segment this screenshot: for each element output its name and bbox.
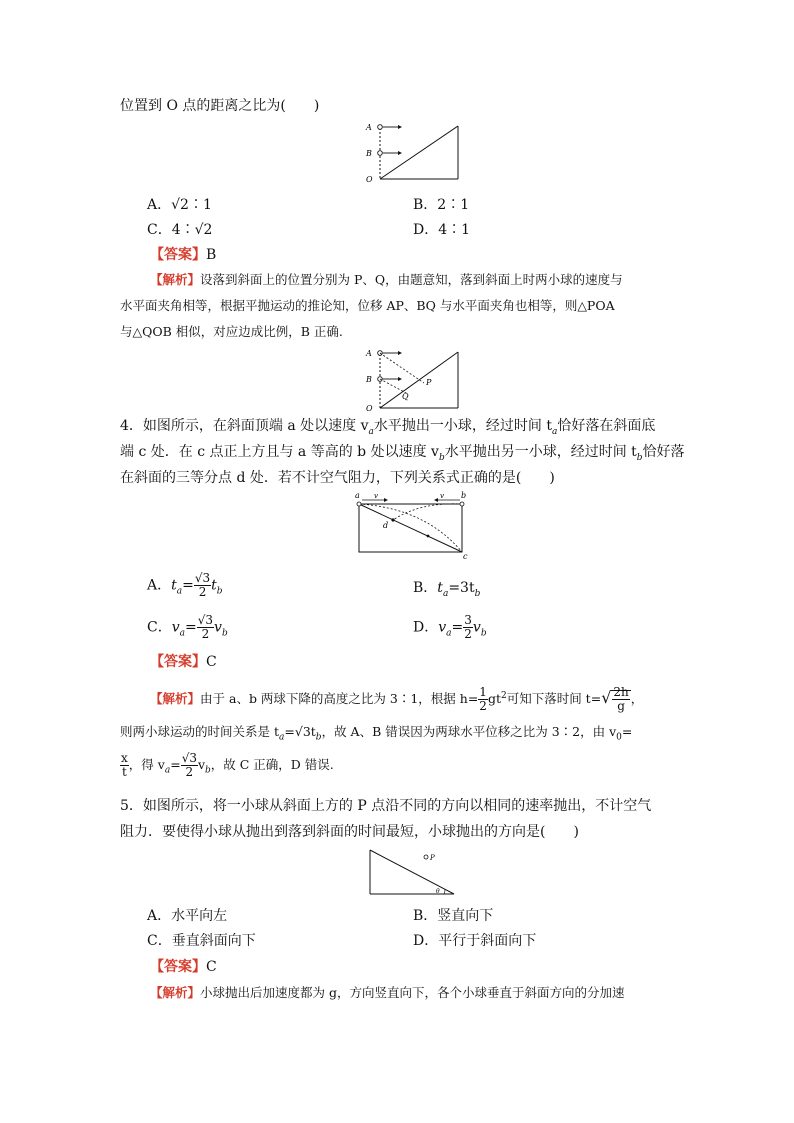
q3-figure xyxy=(360,118,470,184)
q3-analysis-line-1: 【解析】设落到斜面上的位置分别为 P、Q，由题意知，落到斜面上时两小球的速度与 xyxy=(150,272,623,287)
q3-sol-label-q: Q xyxy=(402,392,409,401)
analysis-tag: 【解析】 xyxy=(150,691,201,707)
q5-analysis-line-1: 【解析】小球抛出后加速度都为 g，方向竖直向下，各个小球垂直于斜面方向的分加速 xyxy=(150,985,625,1000)
q4-stem-line-2: 端 c 处．在 c 点正上方且与 a 等高的 b 处以速度 $v_b$水平抛出另一小球，经过时间 $t_b$恰好落 xyxy=(120,444,685,463)
q3-analysis-line-3: 与△QOB 相似，对应边成比例，B 正确. xyxy=(120,324,343,339)
q3-solution-figure xyxy=(360,342,470,414)
q3-fig-label-a: A xyxy=(366,123,372,132)
q4-fig-label-b: b xyxy=(461,491,467,500)
q4-option-a[interactable]: A．$t_a=$ $\frac{√3}{2}$ $t_b$ xyxy=(147,571,223,599)
q5-fig-label-p: P xyxy=(430,854,435,862)
q4-stem-line-1: 4．如图所示，在斜面顶端 a 处以速度 $v_a$水平抛出一小球，经过时间 $t_a$恰好落在斜面底 xyxy=(120,418,656,437)
q4-option-d[interactable]: D．$v_a=$ $\frac{3}{2}$ $v_b$ xyxy=(413,613,487,641)
analysis-tag: 【解析】 xyxy=(150,985,201,1000)
q3-sol-label-b: B xyxy=(366,375,372,384)
q4-fig-label-d: d xyxy=(383,521,389,530)
q3-fig-label-o: O xyxy=(366,175,373,184)
q4-fig-label-va: v xyxy=(374,492,378,500)
q4-analysis-line-1: 【解析】由于 a、b 两球下降的高度之比为 3∶1，根据 h= $\frac{1}{2}$ $gt^2$可知下落时间 t=√ $\frac{2h}{g}$ ， xyxy=(150,685,644,714)
answer-tag: 【答案】 xyxy=(150,654,206,670)
q4-fig-label-vb: v xyxy=(440,492,444,500)
q3-fig-label-b: B xyxy=(366,149,372,158)
q4-fig-label-a: a xyxy=(355,491,360,500)
q4-analysis-line-2: 则两小球运动的时间关系是 $t_a=√3t_b$，故 A、B 错误因为两球水平位移之比为 3∶2，由 $v_0=$ xyxy=(120,724,633,743)
q3-option-c[interactable]: C．4∶√2 xyxy=(147,222,213,238)
q3-analysis-line-2: 水平面夹角相等，根据平抛运动的推论知，位移 AP、BQ 与水平面夹角也相等，则△POA xyxy=(120,298,615,313)
q3-option-d[interactable]: D．4∶1 xyxy=(413,222,471,238)
q4-option-b[interactable]: B．$t_a=3t_b$ xyxy=(413,580,481,599)
q5-figure xyxy=(366,846,460,898)
q4-answer: 【答案】C xyxy=(150,654,217,670)
q4-fig-label-c: c xyxy=(463,552,468,560)
analysis-tag: 【解析】 xyxy=(150,272,201,287)
q5-option-d[interactable]: D．平行于斜面向下 xyxy=(413,933,537,949)
q3-answer: 【答案】B xyxy=(150,247,217,263)
q3-option-a[interactable]: A．√2∶1 xyxy=(147,197,212,213)
answer-tag: 【答案】 xyxy=(150,247,206,263)
q3-sol-label-o: O xyxy=(366,404,373,413)
q4-analysis-line-3: $\frac{x}{t}$ ，得 $v_a=$ $\frac{√3}{2}$ $v_b$，故 C 正确，D 错误. xyxy=(121,751,334,779)
q3-option-b[interactable]: B．2∶1 xyxy=(413,197,470,213)
q5-fig-label-theta: θ xyxy=(436,888,440,895)
answer-tag: 【答案】 xyxy=(150,959,206,975)
q3-stem-tail: 位置到 O 点的距离之比为( ) xyxy=(120,98,320,114)
q3-sol-label-a: A xyxy=(366,349,372,358)
q5-option-a[interactable]: A．水平向左 xyxy=(147,908,228,924)
q5-stem-line-2: 阻力．要使得小球从抛出到落到斜面的时间最短，小球抛出的方向是( ) xyxy=(120,824,579,840)
q5-option-c[interactable]: C．垂直斜面向下 xyxy=(147,933,256,949)
q5-option-b[interactable]: B．竖直向下 xyxy=(413,908,494,924)
q5-stem-line-1: 5．如图所示，将一小球从斜面上方的 P 点沿不同的方向以相同的速率抛出，不计空气 xyxy=(120,798,652,814)
q4-option-c[interactable]: C．$v_a=$ $\frac{√3}{2}$ $v_b$ xyxy=(147,613,228,641)
q3-sol-label-p: P xyxy=(426,378,432,387)
q5-answer: 【答案】C xyxy=(150,959,217,975)
q4-figure xyxy=(350,490,472,560)
q4-stem-line-3: 在斜面的三等分点 d 处．若不计空气阻力，下列关系式正确的是( ) xyxy=(120,470,555,486)
